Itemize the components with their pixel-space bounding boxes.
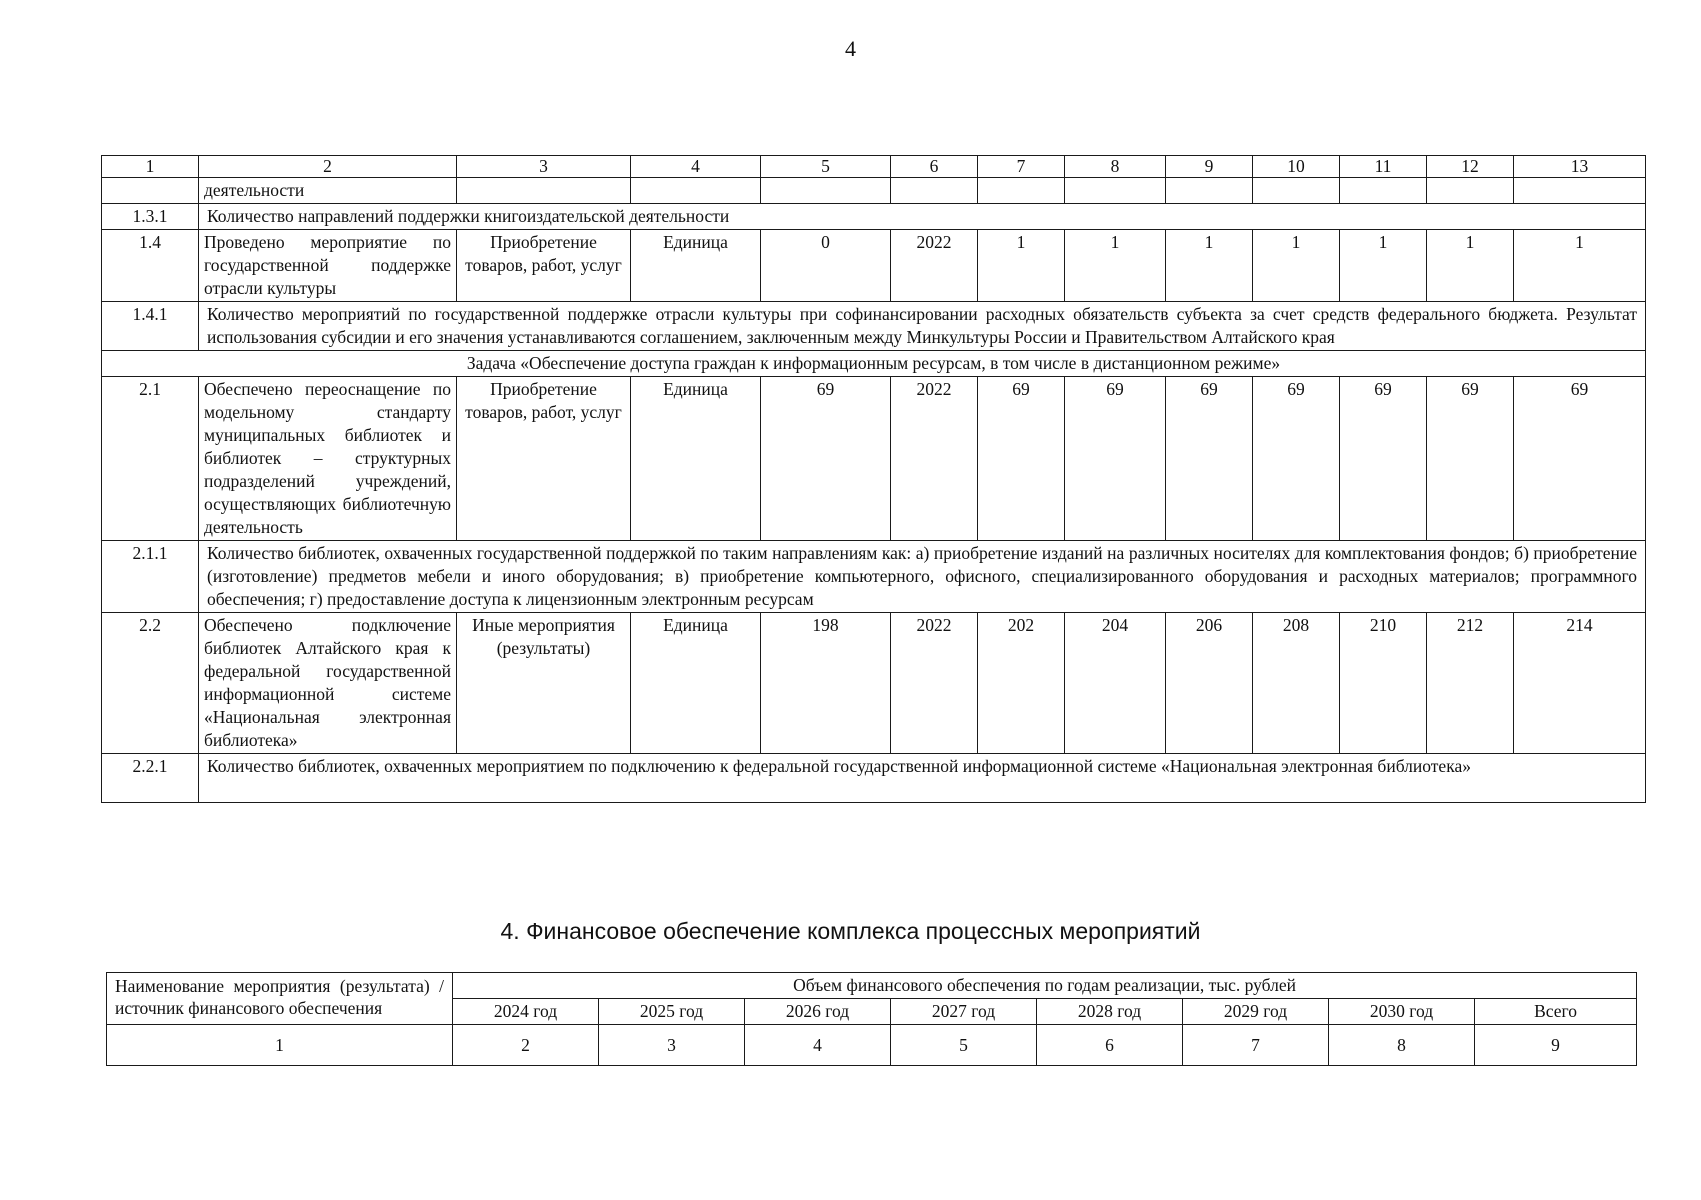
year-value: 69 xyxy=(1166,377,1253,541)
event-type: Иные мероприятия (результаты) xyxy=(457,613,631,754)
header-cell: 10 xyxy=(1253,156,1340,178)
table-row xyxy=(102,754,1646,803)
column-number: 5 xyxy=(891,1025,1037,1066)
header-cell: 13 xyxy=(1514,156,1646,178)
header-cell: 6 xyxy=(891,156,978,178)
table-row xyxy=(102,230,1646,302)
page-number: 4 xyxy=(845,36,856,61)
header-cell: 4 xyxy=(631,156,761,178)
year-header: 2025 год xyxy=(599,999,745,1025)
year-value: 1 xyxy=(1253,230,1340,302)
year-header: 2028 год xyxy=(1037,999,1183,1025)
table-row xyxy=(102,613,1646,754)
unit: Единица xyxy=(631,377,761,541)
name-source-header: Наименование мероприятия (результата) / источник финансового обеспечения xyxy=(107,973,453,1025)
year-value: 212 xyxy=(1427,613,1514,754)
base-year: 2022 xyxy=(891,613,978,754)
header-cell: 9 xyxy=(1166,156,1253,178)
volume-group-header: Объем финансового обеспечения по годам реализации, тыс. рублей xyxy=(453,973,1637,999)
header-cell: 11 xyxy=(1340,156,1427,178)
row-id: 2.1 xyxy=(102,377,199,541)
base-year: 2022 xyxy=(891,377,978,541)
column-number: 8 xyxy=(1329,1025,1475,1066)
base-year: 2022 xyxy=(891,230,978,302)
row-id: 1.4 xyxy=(102,230,199,302)
year-value: 69 xyxy=(1427,377,1514,541)
year-value: 214 xyxy=(1514,613,1646,754)
year-value: 210 xyxy=(1340,613,1427,754)
indicator-description: Количество библиотек, охваченных государственной поддержкой по таким направлениям как: а) приобретение изданий на различных носителях для комплектования фондов; б) приобретение (изготовление) предметов мебели и иного оборудования; в) приобретение компьютерного, офисного, специализированного оборудования и расходных материалов; программного обеспечения; г) предоставление доступа к лицензионным электронным ресурсам xyxy=(199,541,1646,613)
row-id: 1.4.1 xyxy=(102,302,199,351)
year-header: 2030 год xyxy=(1329,999,1475,1025)
base-value: 69 xyxy=(761,377,891,541)
year-header: 2029 год xyxy=(1183,999,1329,1025)
header-cell: 7 xyxy=(978,156,1065,178)
header-cell: 8 xyxy=(1065,156,1166,178)
year-value: 202 xyxy=(978,613,1065,754)
unit: Единица xyxy=(631,613,761,754)
year-value: 1 xyxy=(1340,230,1427,302)
column-number: 2 xyxy=(453,1025,599,1066)
finance-header-row xyxy=(107,973,1637,999)
indicator-description: Количество мероприятий по государственной поддержке отрасли культуры при софинансировании расходных обязательств субъекта за счет средств федерального бюджета. Результат использования субсидии и его значения устанавливаются соглашением, заключенным между Минкультуры России и Правительством Алтайского края xyxy=(199,302,1646,351)
table-header-row xyxy=(102,156,1646,178)
table-row xyxy=(102,204,1646,230)
column-number: 4 xyxy=(745,1025,891,1066)
year-value: 69 xyxy=(1253,377,1340,541)
row-id: 2.1.1 xyxy=(102,541,199,613)
base-value: 0 xyxy=(761,230,891,302)
results-table xyxy=(101,155,1646,803)
total-header: Всего xyxy=(1475,999,1637,1025)
unit: Единица xyxy=(631,230,761,302)
finance-number-row xyxy=(107,1025,1637,1066)
event-type: Приобретение товаров, работ, услуг xyxy=(457,377,631,541)
year-header: 2026 год xyxy=(745,999,891,1025)
column-number: 3 xyxy=(599,1025,745,1066)
task-heading: Задача «Обеспечение доступа граждан к информационным ресурсам, в том числе в дистанционном режиме» xyxy=(102,351,1646,377)
event-name: Обеспечено подключение библиотек Алтайского края к федеральной государственной информационной системе «Национальная электронная библиотека» xyxy=(199,613,457,754)
year-header: 2024 год xyxy=(453,999,599,1025)
year-header: 2027 год xyxy=(891,999,1037,1025)
year-value: 1 xyxy=(1514,230,1646,302)
event-type: Приобретение товаров, работ, услуг xyxy=(457,230,631,302)
row-id: 2.2 xyxy=(102,613,199,754)
finance-table xyxy=(106,972,1637,1066)
column-number: 6 xyxy=(1037,1025,1183,1066)
continued-text: деятельности xyxy=(199,178,457,204)
table-row xyxy=(102,178,1646,204)
header-cell: 5 xyxy=(761,156,891,178)
table-row xyxy=(102,302,1646,351)
header-cell: 1 xyxy=(102,156,199,178)
header-cell: 12 xyxy=(1427,156,1514,178)
row-id: 2.2.1 xyxy=(102,754,199,803)
year-value: 1 xyxy=(1427,230,1514,302)
column-number: 9 xyxy=(1475,1025,1637,1066)
year-value: 69 xyxy=(1065,377,1166,541)
year-value: 1 xyxy=(1166,230,1253,302)
year-value: 69 xyxy=(1340,377,1427,541)
section-title: 4. Финансовое обеспечение комплекса процессных мероприятий xyxy=(500,918,1201,944)
year-value: 208 xyxy=(1253,613,1340,754)
year-value: 204 xyxy=(1065,613,1166,754)
column-number: 7 xyxy=(1183,1025,1329,1066)
year-value: 69 xyxy=(978,377,1065,541)
year-value: 1 xyxy=(978,230,1065,302)
event-name: Проведено мероприятие по государственной поддержке отрасли культуры xyxy=(199,230,457,302)
event-name: Обеспечено переоснащение по модельному стандарту муниципальных библиотек и библиотек – структурных подразделений учреждений, осуществляющих библиотечную деятельность xyxy=(199,377,457,541)
indicator-description: Количество библиотек, охваченных мероприятием по подключению к федеральной государственной информационной системе «Национальная электронная библиотека» xyxy=(199,754,1646,803)
table-row xyxy=(102,351,1646,377)
year-value: 206 xyxy=(1166,613,1253,754)
base-value: 198 xyxy=(761,613,891,754)
table-row xyxy=(102,377,1646,541)
header-cell: 2 xyxy=(199,156,457,178)
table-row xyxy=(102,541,1646,613)
row-id: 1.3.1 xyxy=(102,204,199,230)
year-value: 1 xyxy=(1065,230,1166,302)
indicator-description: Количество направлений поддержки книгоиздательской деятельности xyxy=(199,204,1646,230)
year-value: 69 xyxy=(1514,377,1646,541)
column-number: 1 xyxy=(107,1025,453,1066)
header-cell: 3 xyxy=(457,156,631,178)
